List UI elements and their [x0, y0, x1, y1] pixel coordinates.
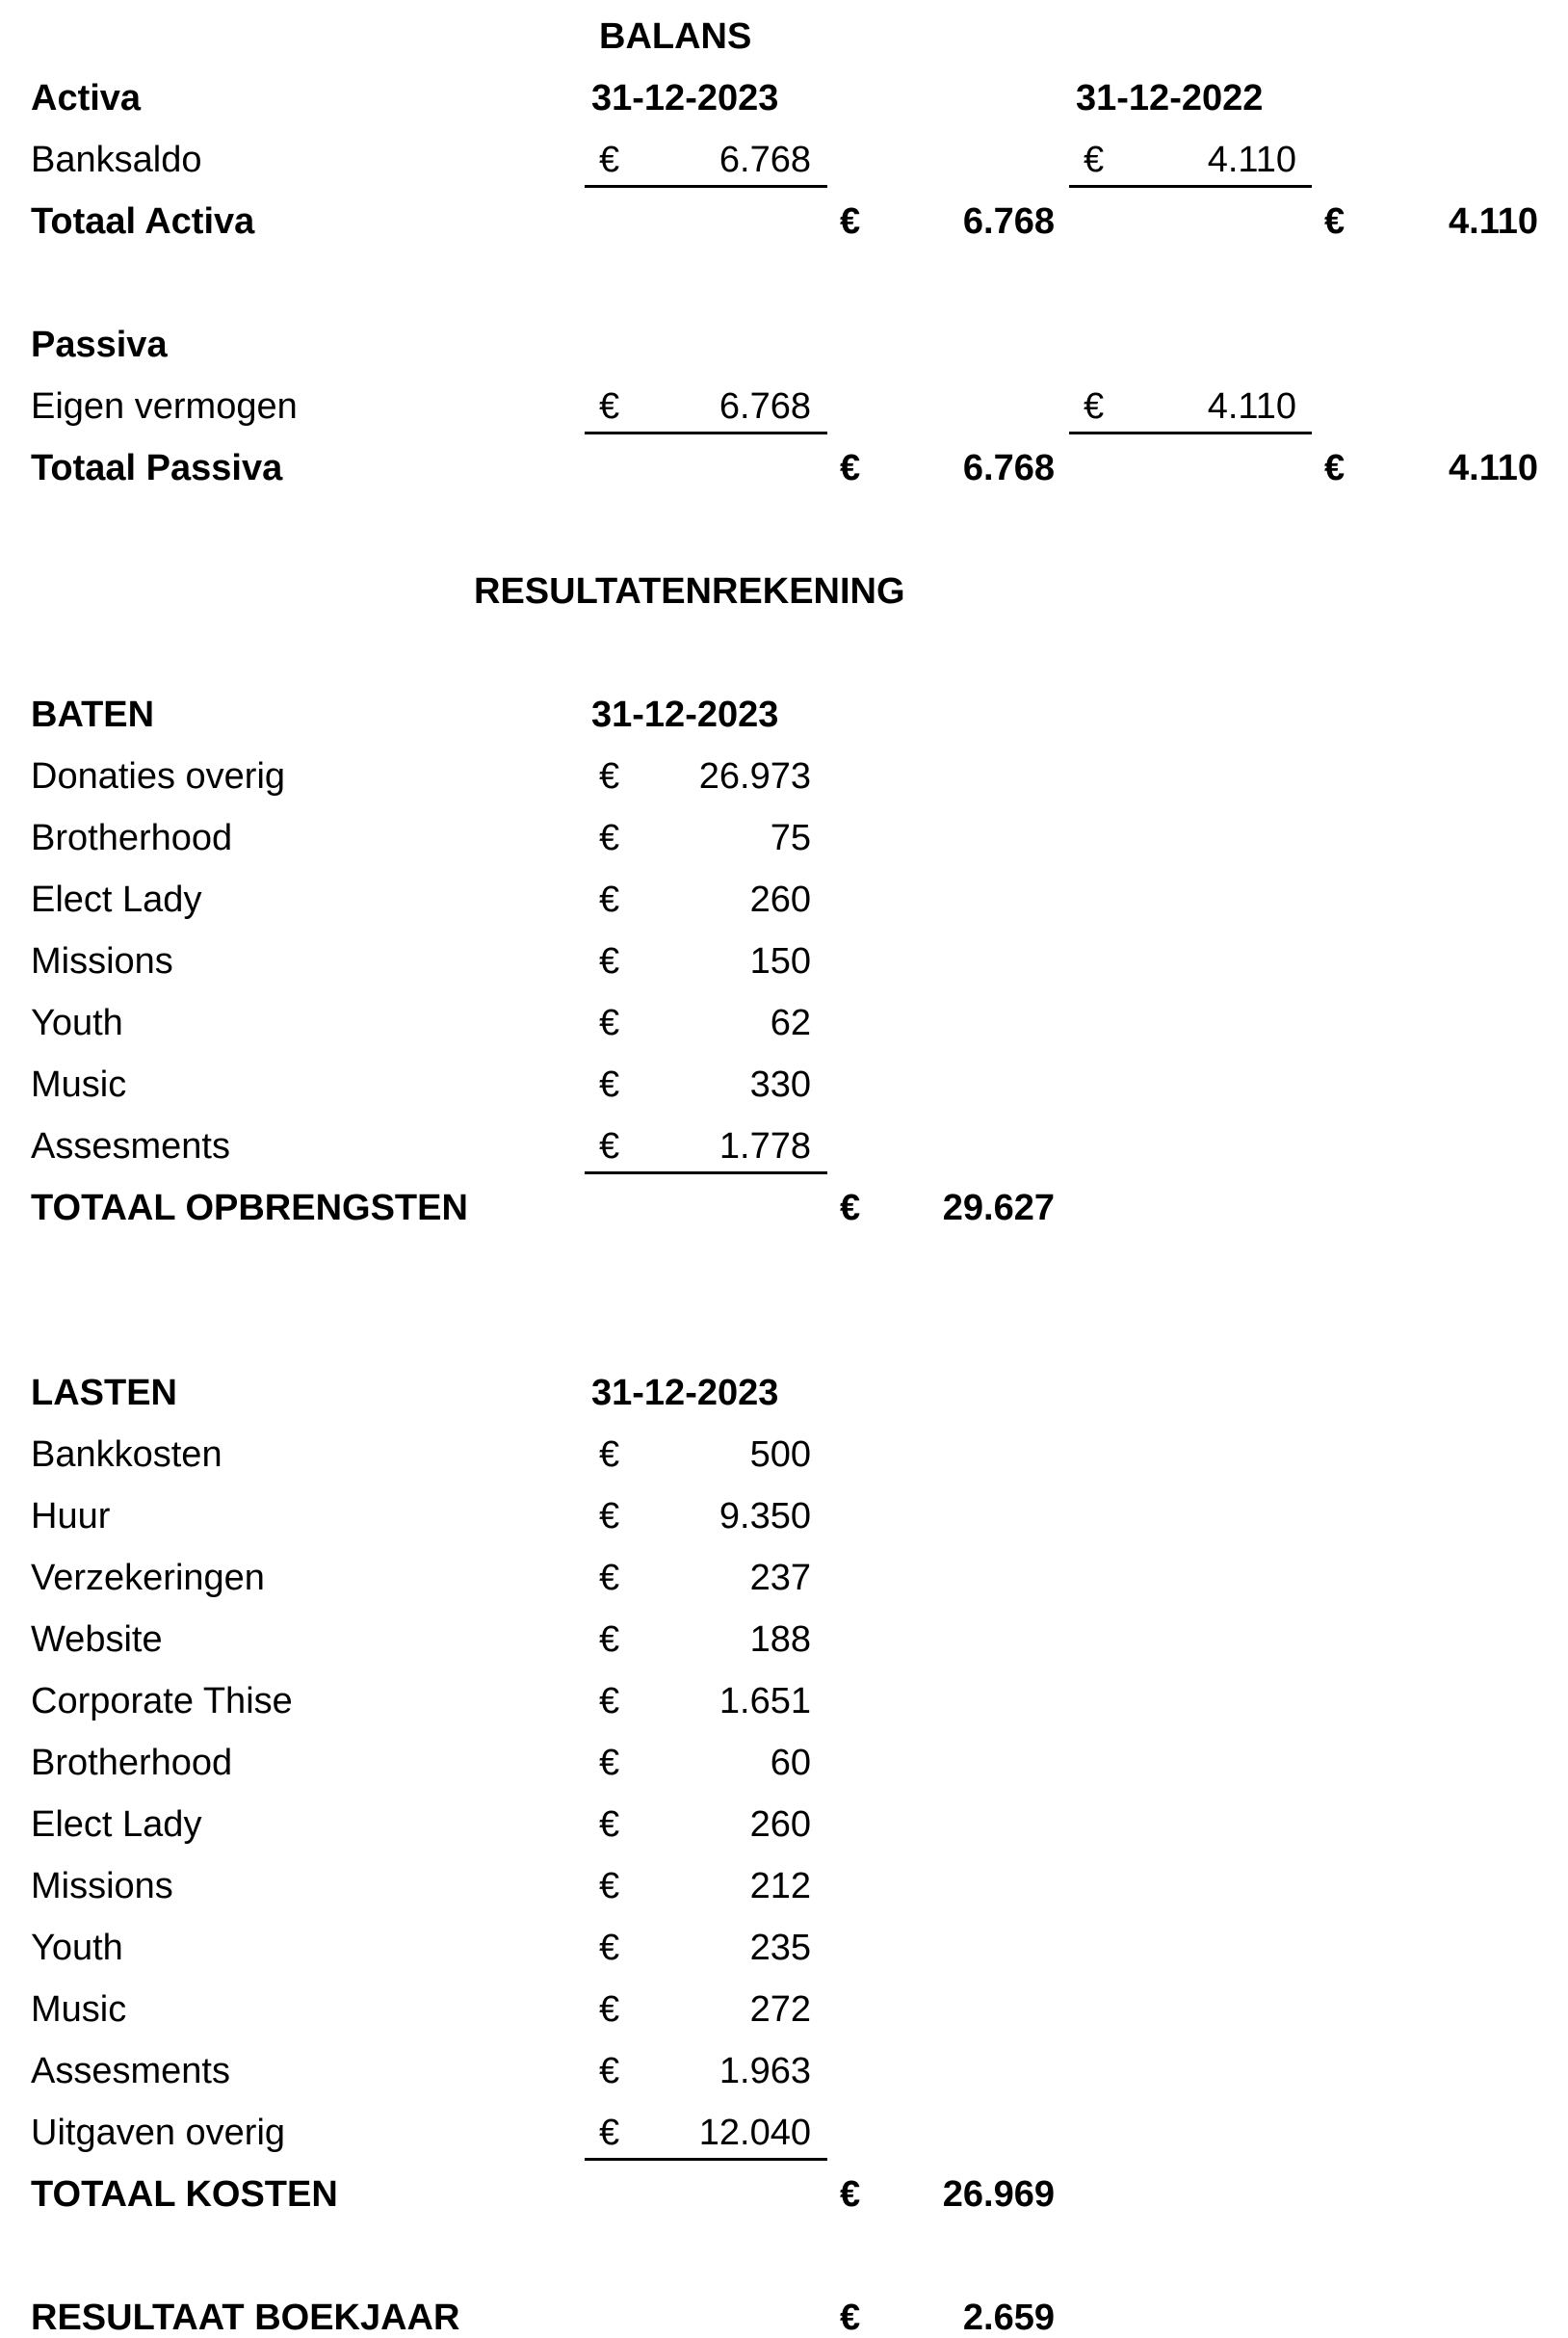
totaal-passiva-value-2023: 6.768: [962, 448, 1055, 488]
list-item-value: 12.040: [698, 2113, 811, 2153]
list-item-value: 235: [749, 1928, 811, 1968]
list-item-label: Assesments: [31, 2051, 230, 2091]
resultaat-boekjaar-value: 2.659: [962, 2298, 1055, 2338]
list-item-label: Website: [31, 1619, 163, 1660]
balans-title: BALANS: [599, 16, 752, 57]
list-item-label: Elect Lady: [31, 1804, 202, 1845]
list-item-value: 1.778: [719, 1126, 811, 1167]
list-item-value: 26.973: [698, 756, 811, 797]
list-item-currency: €: [599, 1003, 620, 1043]
totaal-activa-value-2022: 4.110: [1449, 201, 1538, 242]
banksaldo-value-2022: 4.110: [1207, 140, 1296, 180]
passiva-heading: Passiva: [31, 325, 168, 365]
resultaten-title: RESULTATENREKENING: [474, 571, 905, 612]
list-item-currency: €: [599, 941, 620, 982]
baten-col-2023: 31-12-2023: [591, 695, 779, 735]
list-item-currency: €: [599, 880, 620, 920]
list-item-label: Corporate Thise: [31, 1681, 293, 1721]
totaal-kosten-label: TOTAAL KOSTEN: [31, 2174, 338, 2215]
banksaldo-cur-2022: €: [1084, 140, 1105, 180]
list-item-label: Youth: [31, 1928, 123, 1968]
list-item-value: 500: [749, 1434, 811, 1475]
banksaldo-underline-2023: [585, 185, 827, 188]
list-item-label: Brotherhood: [31, 818, 233, 858]
list-item-currency: €: [599, 1681, 620, 1721]
list-item-currency: €: [599, 2113, 620, 2153]
totaal-activa-cur-2022: €: [1324, 201, 1346, 242]
list-item-value: 75: [770, 818, 811, 858]
resultaat-boekjaar-label: RESULTAAT BOEKJAAR: [31, 2298, 460, 2338]
list-item-currency: €: [599, 1126, 620, 1167]
list-item-value: 150: [749, 941, 811, 982]
list-item-currency: €: [599, 1989, 620, 2030]
lasten-underline: [585, 2158, 827, 2161]
resultaat-boekjaar-cur: €: [840, 2298, 861, 2338]
list-item-label: Missions: [31, 941, 173, 982]
list-item-value: 62: [770, 1003, 811, 1043]
list-item-value: 260: [749, 880, 811, 920]
list-item-label: Verzekeringen: [31, 1558, 265, 1598]
banksaldo-underline-2022: [1069, 185, 1312, 188]
totaal-opbrengsten-label: TOTAAL OPBRENGSTEN: [31, 1188, 468, 1228]
list-item-currency: €: [599, 818, 620, 858]
list-item-currency: €: [599, 1558, 620, 1598]
totaal-passiva-label: Totaal Passiva: [31, 448, 283, 488]
eigen-vermogen-cur-2023: €: [599, 386, 620, 427]
list-item-currency: €: [599, 1743, 620, 1783]
list-item-label: Uitgaven overig: [31, 2113, 286, 2153]
totaal-activa-cur-2023: €: [840, 201, 861, 242]
totaal-passiva-value-2022: 4.110: [1449, 448, 1538, 488]
eigen-vermogen-underline-2023: [585, 432, 827, 434]
baten-underline: [585, 1171, 827, 1174]
lasten-col-2023: 31-12-2023: [591, 1373, 779, 1413]
list-item-currency: €: [599, 1496, 620, 1537]
list-item-value: 1.651: [719, 1681, 811, 1721]
list-item-currency: €: [599, 1804, 620, 1845]
list-item-value: 212: [749, 1866, 811, 1906]
eigen-vermogen-underline-2022: [1069, 432, 1312, 434]
totaal-activa-label: Totaal Activa: [31, 201, 255, 242]
list-item-label: Elect Lady: [31, 880, 202, 920]
list-item-currency: €: [599, 1928, 620, 1968]
list-item-currency: €: [599, 1619, 620, 1660]
eigen-vermogen-cur-2022: €: [1084, 386, 1105, 427]
list-item-label: Music: [31, 1064, 127, 1105]
list-item-value: 60: [770, 1743, 811, 1783]
totaal-opbrengsten-cur: €: [840, 1188, 861, 1228]
list-item-label: Youth: [31, 1003, 123, 1043]
totaal-kosten-cur: €: [840, 2174, 861, 2215]
list-item-value: 272: [749, 1989, 811, 2030]
eigen-vermogen-value-2022: 4.110: [1207, 386, 1296, 427]
list-item-currency: €: [599, 1866, 620, 1906]
eigen-vermogen-value-2023: 6.768: [719, 386, 811, 427]
totaal-opbrengsten-value: 29.627: [942, 1188, 1055, 1228]
activa-col-2023: 31-12-2023: [591, 78, 779, 118]
totaal-passiva-cur-2023: €: [840, 448, 861, 488]
list-item-currency: €: [599, 756, 620, 797]
list-item-value: 330: [749, 1064, 811, 1105]
eigen-vermogen-label: Eigen vermogen: [31, 386, 298, 427]
list-item-value: 260: [749, 1804, 811, 1845]
activa-col-2022: 31-12-2022: [1076, 78, 1264, 118]
list-item-label: Huur: [31, 1496, 111, 1537]
list-item-label: Missions: [31, 1866, 173, 1906]
list-item-value: 237: [749, 1558, 811, 1598]
totaal-kosten-value: 26.969: [942, 2174, 1055, 2215]
lasten-heading: LASTEN: [31, 1373, 177, 1413]
totaal-passiva-cur-2022: €: [1324, 448, 1346, 488]
list-item-label: Assesments: [31, 1126, 230, 1167]
list-item-currency: €: [599, 2051, 620, 2091]
list-item-label: Donaties overig: [31, 756, 286, 797]
totaal-activa-value-2023: 6.768: [962, 201, 1055, 242]
banksaldo-label: Banksaldo: [31, 140, 202, 180]
list-item-currency: €: [599, 1064, 620, 1105]
baten-heading: BATEN: [31, 695, 155, 735]
activa-heading: Activa: [31, 78, 142, 118]
list-item-value: 9.350: [719, 1496, 811, 1537]
list-item-currency: €: [599, 1434, 620, 1475]
banksaldo-cur-2023: €: [599, 140, 620, 180]
banksaldo-value-2023: 6.768: [719, 140, 811, 180]
list-item-value: 188: [749, 1619, 811, 1660]
list-item-label: Brotherhood: [31, 1743, 233, 1783]
list-item-label: Music: [31, 1989, 127, 2030]
list-item-label: Bankkosten: [31, 1434, 222, 1475]
list-item-value: 1.963: [719, 2051, 811, 2091]
